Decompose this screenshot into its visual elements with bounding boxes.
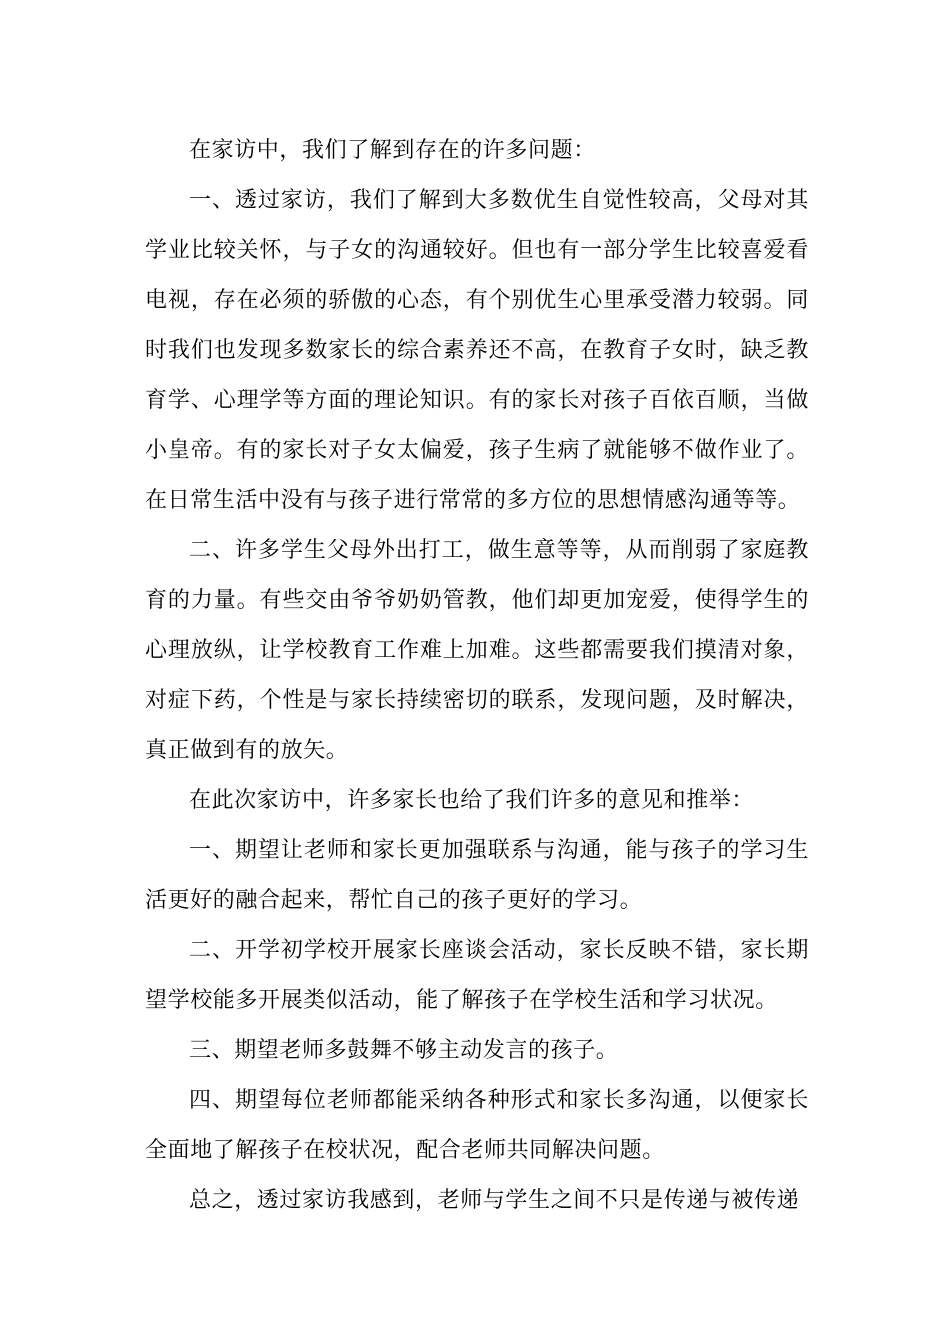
paragraph-suggestion-3: 三、期望老师多鼓舞不够主动发言的孩子。 bbox=[189, 1038, 619, 1063]
paragraph-suggestion-1: 一、期望让老师和家长更加强联系与沟通，能与孩子的学习生活更好的融合起来，帮忙自己的孩子更好的学习。 bbox=[145, 838, 809, 913]
paragraph-suggestions-intro: 在此次家访中，许多家长也给了我们许多的意见和推举： bbox=[189, 788, 755, 813]
paragraph-suggestion-2: 二、开学初学校开展家长座谈会活动，家长反映不错，家长期望学校能多开展类似活动，能了解孩子在学校生活和学习状况。 bbox=[145, 938, 809, 1013]
paragraph-problems-intro: 在家访中，我们了解到存在的许多问题： bbox=[189, 138, 596, 163]
paragraph-problem-2: 二、许多学生父母外出打工，做生意等等，从而削弱了家庭教育的力量。有些交由爷爷奶奶管教，他们却更加宠爱，使得学生的心理放纵，让学校教育工作难上加难。这些都需要我们摸清对象，对症下药，个性是与家长持续密切的联系，发现问题，及时解决，真正做到有的放矢。 bbox=[145, 538, 809, 763]
paragraph-conclusion: 总之，透过家访我感到，老师与学生之间不只是传递与被传递 bbox=[189, 1188, 800, 1213]
document-body bbox=[145, 126, 809, 1226]
paragraph-problem-1: 一、透过家访，我们了解到大多数优生自觉性较高，父母对其学业比较关怀，与子女的沟通较好。但也有一部分学生比较喜爱看电视，存在必须的骄傲的心态，有个别优生心里承受潜力较弱。同时我们也发现多数家长的综合素养还不高，在教育子女时，缺乏教育学、心理学等方面的理论知识。有的家长对孩子百依百顺，当做小皇帝。有的家长对子女太偏爱，孩子生病了就能够不做作业了。在日常生活中没有与孩子进行常常的多方位的思想情感沟通等等。 bbox=[145, 188, 809, 513]
paragraph-suggestion-4: 四、期望每位老师都能采纳各种形式和家长多沟通，以便家长全面地了解孩子在校状况，配合老师共同解决问题。 bbox=[145, 1088, 809, 1163]
